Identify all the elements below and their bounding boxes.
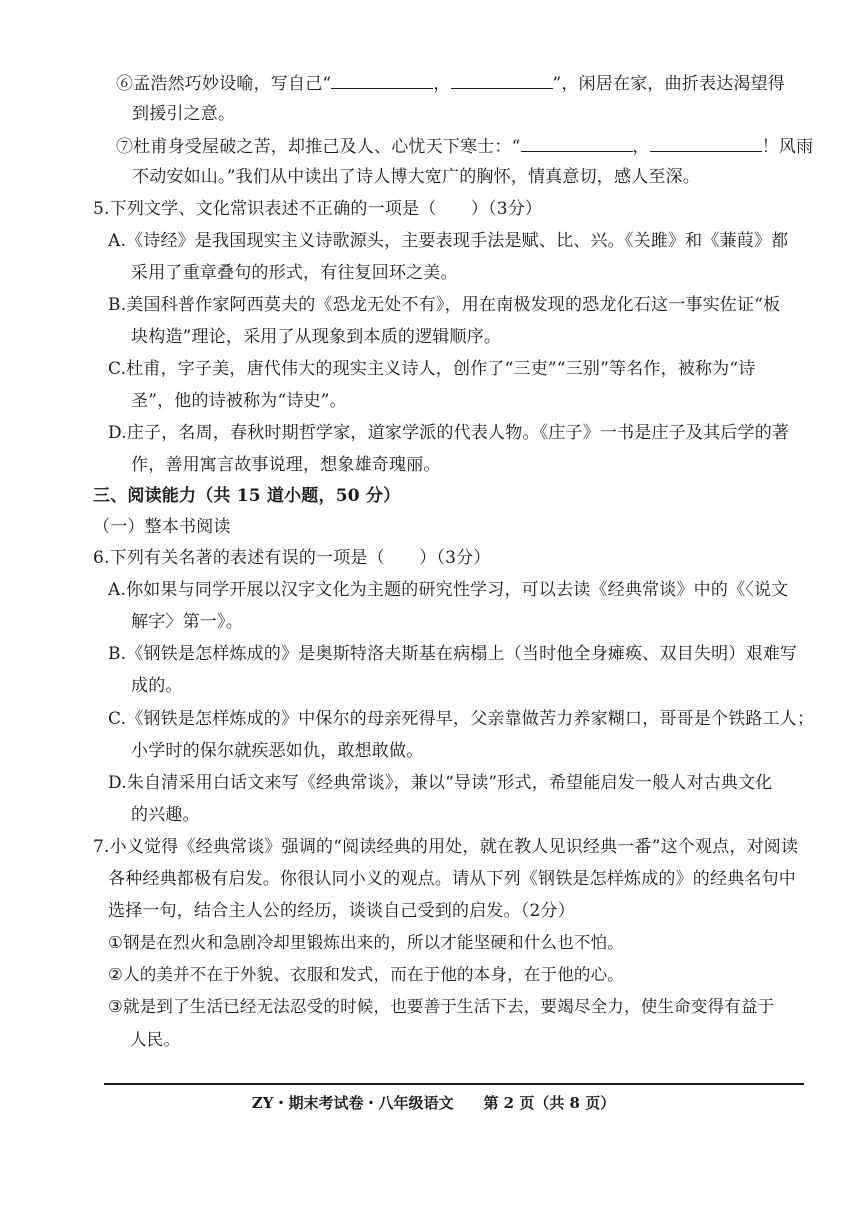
q5-option-a-line2: 采用了重章叠句的形式，有往复回环之美。 [131, 263, 458, 283]
answer-blank[interactable] [650, 135, 762, 152]
answer-blank[interactable] [521, 135, 633, 152]
q6-option-a-line2: 解字〉第一》。 [131, 612, 243, 632]
q6-option-b-line1: B.《钢铁是怎样炼成的》是奥斯特洛夫斯基在病榻上（当时他全身瘫痪、双目失明）艰难写 [108, 644, 798, 664]
q7-quote-1: ①钢是在烈火和急剧冷却里锻炼出来的，所以才能坚硬和什么也不怕。 [108, 933, 624, 952]
q4-item6-suffix: ”，闲居在家，曲折表达渴望得 [552, 74, 785, 94]
subsection-heading: （一）整本书阅读 [93, 517, 231, 537]
q4-item6-prefix: ⑥孟浩然巧妙设喻，写自己“ [116, 74, 332, 94]
page-footer: ZY・期末考试卷・八年级语文 第 2 页（共 8 页） [251, 1094, 616, 1112]
q4-item7-separator: ， [632, 137, 650, 157]
q7-stem-line3: 选择一句，结合主人公的经历，谈谈自己受到的启发。（2分） [108, 901, 575, 921]
answer-blank[interactable] [451, 72, 553, 89]
q5-option-c-line2: 圣”，他的诗被称为“诗史”。 [131, 391, 347, 411]
q7-quote-3-line1: ③就是到了生活已经无法忍受的时候，也要善于生活下去，要竭尽全力，使生命变得有益于 [108, 997, 775, 1016]
q6-option-d-line2: 的兴趣。 [131, 805, 200, 825]
q5-option-b-line2: 块构造”理论，采用了从现象到本质的逻辑顺序。 [131, 327, 502, 347]
q4-item6-line2: 到援引之意。 [132, 104, 236, 124]
q5-option-d-line2: 作，善用寓言故事说理，想象雄奇瑰丽。 [131, 455, 441, 475]
q6-option-b-line2: 成的。 [131, 676, 183, 696]
q4-item6-line1 [116, 72, 785, 95]
footer-divider [104, 1083, 804, 1085]
q7-stem-line1: 7.小义觉得《经典常谈》强调的“阅读经典的用处，就在教人见识经典一番”这个观点，对阅读 [93, 837, 799, 857]
q6-option-d-line1: D.朱自清采用白话文来写《经典常谈》，兼以“导读”形式，希望能启发一般人对古典文化 [108, 773, 773, 793]
q5-stem: 5.下列文学、文化常识表述不正确的一项是（ ）（3分） [93, 199, 543, 219]
q7-stem-line2: 各种经典都极有启发。你很认同小义的观点。请从下列《钢铁是怎样炼成的》的经典名句中 [108, 869, 796, 889]
q5-option-b-line1: B.美国科普作家阿西莫夫的《恐龙无处不有》，用在南极发现的恐龙化石这一事实佐证“板 [108, 295, 781, 315]
q4-item7-line2: 不动安如山。”我们从中读出了诗人博大宽广的胸怀，情真意切，感人至深。 [132, 167, 700, 187]
section-heading: 三、阅读能力（共 15 道小题，50 分） [93, 486, 401, 506]
q6-stem: 6.下列有关名著的表述有误的一项是（ ）（3分） [93, 548, 491, 568]
q6-option-c-line1: C.《钢铁是怎样炼成的》中保尔的母亲死得早，父亲靠做苦力养家糊口，哥哥是个铁路工人； [108, 709, 815, 729]
q4-item7-suffix: ！风雨 [761, 137, 814, 157]
q4-item7-prefix: ⑦杜甫身受屋破之苦，却推己及人、心忧天下寒士：“ [116, 137, 521, 157]
q7-quote-3-line2: 人民。 [130, 1030, 181, 1049]
q5-option-d-line1: D.庄子，名周，春秋时期哲学家，道家学派的代表人物。《庄子》一书是庄子及其后学的著 [108, 423, 790, 443]
q6-option-c-line2: 小学时的保尔就疾恶如仇，敢想敢做。 [131, 741, 424, 761]
q5-option-c-line1: C.杜甫，字子美，唐代伟大的现实主义诗人，创作了“三吏”“三别”等名作，被称为“诗 [108, 359, 756, 379]
q4-item6-separator: ， [433, 74, 451, 94]
answer-blank[interactable] [331, 72, 433, 89]
q6-option-a-line1: A.你如果与同学开展以汉字文化为主题的研究性学习，可以去读《经典常谈》中的《〈说文 [108, 580, 789, 600]
q4-item7-line1 [116, 135, 813, 158]
q7-quote-2: ②人的美并不在于外貌、衣服和发式，而在于他的本身，在于他的心。 [108, 965, 624, 984]
q5-option-a-line1: A.《诗经》是我国现实主义诗歌源头，主要表现手法是赋、比、兴。《关雎》和《蒹葭》都 [108, 231, 789, 251]
